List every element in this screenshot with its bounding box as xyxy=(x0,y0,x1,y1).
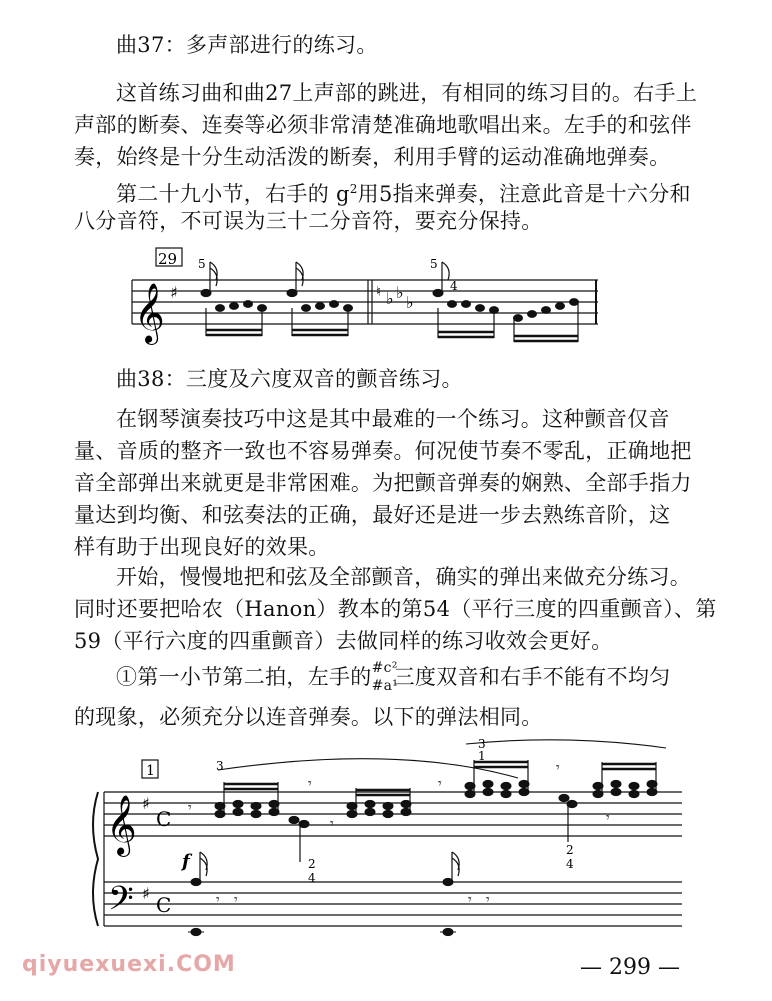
bass-notes xyxy=(188,852,459,936)
finger-1: 1 xyxy=(478,749,486,763)
finger-24b-bottom: 4 xyxy=(566,857,574,871)
score-measure-1 xyxy=(86,732,696,952)
para2-text-a: 第二十九小节，右手的 g xyxy=(116,182,350,206)
finger-24b-top: 2 xyxy=(566,843,574,857)
section38-para2-line2: 同时还要把哈农（Hanon）教本的第54（平行三度的四重颤音）、第 xyxy=(74,597,717,621)
section38-para1-line4: 量达到均衡、和弦奏法的正确，最好还是进一步去熟练音阶，这 xyxy=(74,503,671,527)
watermark: qiyuexuexi.COM xyxy=(22,952,236,977)
section38-para1-line2: 量、音质的整齐一致也不容易弹奏。何况使节奏不零乱，正确地把 xyxy=(74,439,692,463)
flat-icon-2: ♭ xyxy=(396,283,404,302)
rest-icon-2: 𝄾 xyxy=(330,816,334,832)
note-chord-top: #c² xyxy=(371,659,398,676)
finger-3a: 3 xyxy=(216,759,224,773)
para2-superscript: 2 xyxy=(349,182,358,196)
finger-4: 4 xyxy=(450,279,458,293)
treble-clef-icon: 𝄞 xyxy=(106,795,137,855)
finger-24a-bottom: 4 xyxy=(308,871,316,885)
section37-para2-line2: 八分音符，不可误为三十二分音符，要充分保持。 xyxy=(74,209,543,233)
finger-5a: 5 xyxy=(198,257,206,271)
note-text-b: 三度双音和右手不能有不均匀 xyxy=(393,665,671,689)
finger-5b: 5 xyxy=(430,257,438,271)
section38-note-line2: 的现象，必须充分以连音弹奏。以下的弹法相同。 xyxy=(74,705,543,729)
rest-icon-8: 𝄾 xyxy=(234,892,238,908)
rest-icon-10: 𝄾 xyxy=(486,892,490,908)
section38-para2-line1: 开始，慢慢地把和弦及全部颤音，确实的弹出来做充分练习。 xyxy=(116,565,692,589)
section38-title: 曲38：三度及六度双音的颤音练习。 xyxy=(116,367,463,391)
section38-para1-line3: 音全部弹出来就更是非常困难。为把颤音弹奏的娴熟、全部手指力 xyxy=(74,471,692,495)
flat-icon-3: ♭ xyxy=(406,293,414,312)
flat-icon-1: ♭ xyxy=(386,289,394,308)
slur-1 xyxy=(218,759,518,778)
note-text-a: ①第一小节第二拍，左手的 xyxy=(116,665,372,689)
section37-para1-line3: 奏，始终是十分生动活泼的断奏，利用手臂的运动准确地弹奏。 xyxy=(74,145,671,169)
bass-clef-icon: 𝄢 xyxy=(108,880,134,926)
rest-icon-5: 𝄾 xyxy=(556,760,560,776)
measure-number: 29 xyxy=(158,250,178,268)
section38-para2-line3: 59（平行六度的四重颤音）去做同样的练习收效会更好。 xyxy=(74,629,613,653)
rest-icon-3: 𝄾 xyxy=(308,776,312,792)
rest-icon-9: 𝄾 xyxy=(468,892,472,908)
note-chord-bottom: #a¹ xyxy=(371,677,399,694)
sharp-icon-bass: ♯ xyxy=(142,884,150,903)
section38-para1-line1: 在钢琴演奏技巧中这是其中最难的一个练习。这种颤音仅音 xyxy=(116,407,670,431)
rest-icon-4: 𝄾 xyxy=(438,776,442,792)
section37-para1-line2: 声部的断奏、连奏等必须非常清楚准确地歌唱出来。左手的和弦伴 xyxy=(74,113,692,137)
para2-text-b: 用5指来弹奏，注意此音是十六分和 xyxy=(357,182,691,206)
treble-notes xyxy=(215,760,657,862)
section37-para1-line1: 这首练习曲和曲27上声部的跳进，有相同的练习目的。右手上 xyxy=(116,81,698,105)
sharp-icon-treble: ♯ xyxy=(142,794,150,813)
treble-clef-icon: 𝄞 xyxy=(134,283,165,343)
note-chord-stack xyxy=(371,659,399,694)
natural-icon: ♮ xyxy=(376,284,382,300)
finger-3b: 3 xyxy=(478,737,486,751)
notes-group-1 xyxy=(201,262,353,336)
finger-24a-top: 2 xyxy=(308,857,316,871)
section37-title: 曲37：多声部进行的练习。 xyxy=(116,33,378,57)
measure-number: 1 xyxy=(146,763,155,779)
rest-icon-7: 𝄾 xyxy=(216,892,220,908)
section38-para1-line5: 样有助于出现良好的效果。 xyxy=(74,535,330,559)
dynamic-forte: f xyxy=(182,851,190,872)
sharp-icon: ♯ xyxy=(170,283,178,302)
rest-icon-1: 𝄾 xyxy=(188,800,192,816)
page-number: — 299 — xyxy=(580,955,680,980)
slur-2 xyxy=(466,740,666,748)
section38-note-line1 xyxy=(116,660,671,694)
time-signature-bass: C xyxy=(156,893,172,917)
score-measure-29 xyxy=(120,246,610,356)
time-signature-treble: C xyxy=(156,807,172,831)
rest-icon-6: 𝄾 xyxy=(606,810,610,826)
